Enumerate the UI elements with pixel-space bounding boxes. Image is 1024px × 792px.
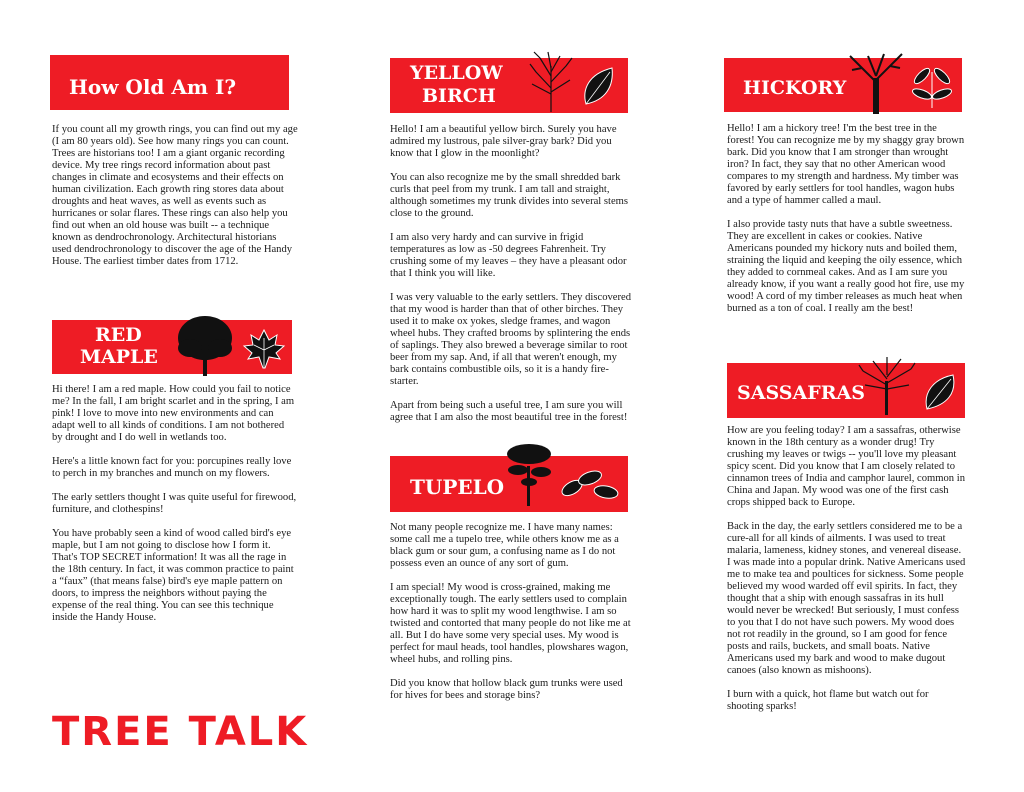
sassafras-banner xyxy=(727,363,965,418)
hickory-tree-icon xyxy=(848,52,904,114)
red-maple-title-line2: MAPLE xyxy=(80,346,158,368)
yellow-birch-text xyxy=(390,124,635,424)
paragraph: The early settlers thought I was quite useful for firewood, furniture, and clothespins! xyxy=(52,492,297,515)
tupelo-text xyxy=(390,522,635,702)
tupelo-title: TUPELO xyxy=(410,475,505,499)
tupelo-tree-icon xyxy=(504,442,554,506)
paragraph: Hello! I am a beautiful yellow birch. Surely you have admired my lustrous, pale silver-gray bark? Did you know that I glow in the moonlight? xyxy=(390,124,617,159)
paragraph: I am special! My wood is cross-grained, making me exceptionally tough. The early settlers used to complain how hard it was to split my wood lengthwise. I am so twisted and contorted that many people do not like me at all. But I do have some very special uses. My wood is perfect for maul heads, tool handles, plowshares wagon, wheel hubs, and rolling pins. xyxy=(390,582,631,665)
how-old-text xyxy=(52,124,298,268)
sassafras-text xyxy=(727,425,967,713)
red-maple-text xyxy=(52,384,297,624)
paragraph: If you count all my growth rings, you can find out my age (I am 80 years old). See how many rings you can count. Trees are historians too! I am a giant organic recording device. My tree rings record information about past changes in climate and ecosystems and their effects on human civilization. Each growth ring stores data about droughts and heat waves, as well as events such as hurricanes or solar flares. These rings can also help you find out when an old house was built -- a technique known as dendrochronology. Architectural historians used dendrochronology to discover the age of the Handy House. The earliest timber dates from 1712. xyxy=(52,124,298,267)
yellow-birch-banner xyxy=(390,58,628,113)
paragraph: Apart from being such a useful tree, I am sure you will agree that I am also the most beautiful tree in the forest! xyxy=(390,400,628,423)
paragraph: How are you feeling today? I am a sassafras, otherwise known in the 18th century as a wonder drug! Try crushing my leaves or twigs -- you'll love my pleasant spicy scent. Did you know that I am closely related to cinnamon trees of India and camphor laurel, common in China and Japan. My wood was one of the first cash crops shipped back to Europe. xyxy=(727,425,965,508)
birch-leaf-icon xyxy=(578,64,618,108)
maple-tree-icon xyxy=(174,314,236,378)
paragraph: Not many people recognize me. I have many names: some call me a tupelo tree, while others know me as a black gum or sour gum, a confusing name as I do not possess even an ounce of any sort of gum. xyxy=(390,522,619,569)
red-maple-banner xyxy=(52,320,292,374)
hickory-leaf-icon xyxy=(908,62,956,110)
tupelo-leaves-icon xyxy=(560,466,622,504)
how-old-banner xyxy=(50,55,289,110)
sassafras-leaf-icon xyxy=(921,371,961,413)
yellow-birch-title-line2: BIRCH xyxy=(422,85,496,107)
brand-title: TREE TALK xyxy=(52,709,309,755)
birch-tree-icon xyxy=(526,48,576,112)
paragraph: I burn with a quick, hot flame but watch out for shooting sparks! xyxy=(727,689,929,712)
paragraph: You can also recognize me by the small shredded bark curls that peel from my trunk. I am tall and straight, although sometimes my trunk divides into several stems close to the ground. xyxy=(390,172,629,219)
paragraph: Back in the day, the early settlers considered me to be a cure-all for all kinds of ailments. I was used to treat malaria, lameness, kidney stones, and venereal disease. I was made into a popular drink. Native Americans used me to make tea and poultices for sickness. Some people believed my wood warded off evil spirits. In fact, they thought that a ship with enough sassafras in its hull would never be wrecked! But seriously, I must confess to you that I do not have such powers. My wood does not rot readily in the ground, so I am good for fence posts and rails, buckets, and small boats. Native Americans used my bark and wood to make dugout canoes (also known as mishoons). xyxy=(727,521,966,676)
paragraph: I also provide tasty nuts that have a subtle sweetness. They are excellent in cakes or cookies. Native Americans pounded my hickory nuts and boiled them, straining the liquid and keeping the oily essence, which they added to cornmeal cakes. And as I am sure you already know, if you want a really good hot fire, use my wood! A cord of my timber releases as much heat when burned as a ton of coal. I really am the best! xyxy=(727,219,965,314)
red-maple-title-line1: RED xyxy=(95,324,142,346)
sassafras-title: SASSAFRAS xyxy=(737,382,865,404)
paragraph: Hi there! I am a red maple. How could you fail to notice me? In the fall, I am bright scarlet and in the spring, I am pink! I love to move into new environments and can adapt well to all kinds of conditions. I am not bothered by drought and I do well in wetlands too. xyxy=(52,384,295,443)
paragraph: I am also very hardy and can survive in frigid temperatures as low as -50 degrees Fahrenheit. Try crushing some of my leaves – they have a pleasant odor that I think you will like. xyxy=(390,232,627,279)
paragraph: Here's a little known fact for you: porcupines really love to perch in my branches and munch on my flowers. xyxy=(52,456,292,479)
how-old-title: How Old Am I? xyxy=(69,75,237,99)
paragraph: I was very valuable to the early settlers. They discovered that my wood is harder than that of other birches. They used it to make ox yokes, sledge frames, and wagon wheel hubs. They crafted brooms by splintering the ends of saplings. They also brewed a beverage similar to root beer from my sap. And, if all that weren't enough, my bark contains combustible oils, so it is a handy fire-starter. xyxy=(390,292,632,387)
sassafras-tree-icon xyxy=(857,355,917,415)
paragraph: Hello! I am a hickory tree! I'm the best tree in the forest! You can recognize me by my shaggy gray brown bark. Did you know that I am stronger than wrought iron? In fact, they say that no other American wood compares to my strength and hardness. My timber was favored by early settlers for tool handles, wagon hubs and a type of hammer called a maul. xyxy=(727,123,965,206)
maple-leaf-icon xyxy=(242,328,286,370)
hickory-title: HICKORY xyxy=(743,77,847,99)
hickory-text xyxy=(727,123,967,315)
tupelo-banner xyxy=(390,456,628,512)
paragraph: You have probably seen a kind of wood called bird's eye maple, but I am not going to disclose how I form it. That's TOP SECRET information! It was all the rage in the 18th century. In fact, it was common practice to paint a “faux” (that means false) bird's eye maple pattern on doors, to impress the neighbors without paying the expense of the real thing. You can see this technique inside the Handy House. xyxy=(52,528,294,623)
hickory-banner xyxy=(724,58,962,112)
yellow-birch-title-line1: YELLOW xyxy=(410,62,503,84)
paragraph: Did you know that hollow black gum trunks were used for hives for bees and storage bins? xyxy=(390,678,623,701)
